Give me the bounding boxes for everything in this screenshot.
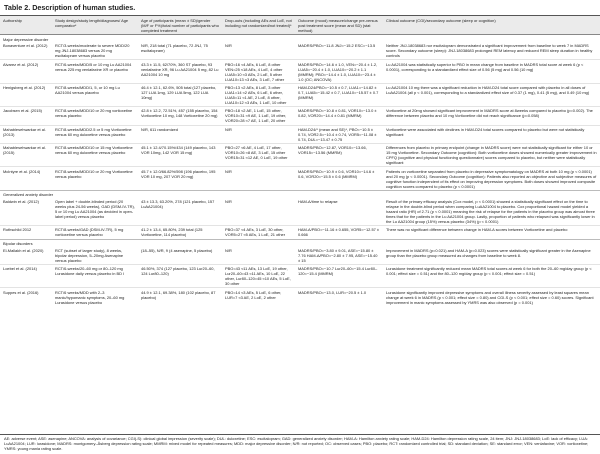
table-cell: 43.3 ± 11.5, 62/70%, 360 ST placebo, 93 venlafaxine XR, 96 Lu AA21004 5 mg, 82 Lu AA21004 10 mg bbox=[138, 60, 222, 83]
table-row bbox=[0, 247, 600, 265]
table-cell: Lurasidone significantly improved depressive symptoms and overall illness severity assessed by least squares mean change at week 6 in MADRS (p < 0.001; effect size = 0.80) and CGI-S (p < 0.001; effect size = 0.60) scores. Significant improvement in manic symptoms assessed by YMRS was also observed (p = 0.001) bbox=[383, 288, 600, 306]
column-header: Drop-outs (including AEs and LoE, not including not randomized/not treated)* bbox=[222, 16, 295, 35]
table-row bbox=[0, 167, 600, 190]
column-header: Outcome (mood) measure/change pre-versus post treatment score (mean and SD) (stat method) bbox=[295, 16, 383, 35]
table-cell: Open label + double-blinded period (20 weeks plus 24-56 weeks), GAD (DSM-IV-TR), 5 or 10 mg Lu AA21004 (as decided in open-label period) versus placebo bbox=[55, 199, 135, 219]
table-cell: PBO=43 ≈11 AEs, 13 LoE, 19 other, Lur20–60=43 ≈11 AEs, 10 LoE, 22 other, Lur80–120=45 ≈10 AEs, 5 LoE, 30 other bbox=[222, 265, 295, 288]
table-cell: 42.8 ± 12.2, 72.51%, 457 (155 placebo, 154 Vortioxetine 10 mg, 148 Vortioxetine 20 mg) bbox=[138, 107, 222, 125]
table-header bbox=[0, 16, 600, 35]
table-row bbox=[0, 125, 600, 143]
column-header: Clinical outcome (CGI)/secondary outcome (sleep or cognition) bbox=[383, 16, 600, 35]
table-cell: HAM-A/PBO=−11.16 ± 0.655, VOR5=−12.57 ± 0.666 bbox=[295, 226, 383, 239]
table-cell: MADRS/PBO=−10.9 ± 0.6, VOR10=−14.6 ± 0.6, VOR20=−15.5 ± 0.6 (MMRM) bbox=[295, 167, 383, 190]
section-row bbox=[0, 239, 600, 247]
table-cell: RCT/8-weeks/MDD/10 or 15 mg Vortioxetine versus 60 mg duloxetine versus placebo bbox=[52, 143, 138, 166]
table-cell: RCT (subset of larger study), 8 weeks, bipolar depression, 5–20mg Asenapine versus placebo bbox=[55, 247, 124, 263]
table-cell: Lurasidone treatment significantly reduced mean MADRS total scores at week 6 for both the 20–60 mg/day group (p < 0.001; effect size = 0.51) and the 80–120 mg/day group (p < 0.001; effect size = 0.51) bbox=[383, 265, 600, 288]
table-cell: Lu AA21004 10 mg there was a significant reduction in HAM-D24 total score compared with placebo in all doses of LuAA21004 (all p < 0.001), corresponding to a standardized effect size of 0.37 (1 mg), 0.41 (5 mg), and 0.49 (10 mg) bbox=[383, 83, 600, 106]
table-cell: RCT/8-weeks/MDD/2.5 or 5 mg Vortioxetine versus 60 mg duloxetine versus placebo bbox=[52, 125, 138, 143]
table-cell: N/R bbox=[225, 247, 232, 253]
table-cell: RCT/6 weeks/MDD with 2–3 manic/hypomanic symptoms, 20–60 mg Lurasidone versus placebo bbox=[52, 288, 138, 306]
table-cell: PBO=18 ≈2 AE, 1 LoE, 15 other, VOR10=31 ≈9 AE, 1 LoE, 19 other, VOR20=28 ≈7 AE, 1 LoE, 20 other bbox=[222, 107, 295, 125]
bottom-rule bbox=[0, 434, 600, 435]
table-cell: HAM-D24/* (mean and SE)*, PBO=−10.5 ± 0.74, VOR2.5=−10.4 ± 0.74, VOR5=−11.08 ± 0.74, DUL=−13.47 ± 0.75 bbox=[295, 125, 383, 143]
table-cell: Neither JNJ-18038683 nor escitalopram demonstrated a significant improvement from baseline to week 7 in MADRS score. Secondary outcome (sleep): JNJ-18038683 prolonged REM latency and reduced REM sleep duration in healthy controls bbox=[386, 43, 593, 59]
table-cell: MADRS/PBO=−10.7 Lur20–60=−15.4 Lur80–120=−15.4 (MMRM) bbox=[295, 265, 383, 288]
table-title: Table 2. Description of human studies. bbox=[4, 3, 136, 12]
table-cell: There was no significant difference between change in HAM-A scores between Vortioxetine and placebo bbox=[383, 226, 600, 239]
table-cell: Mahablesehwarkar et al. (2013) bbox=[0, 125, 52, 143]
table-cell: N/R bbox=[222, 167, 295, 190]
table-cell: MADRS/PBO=−3.80 ± 9.01, ASE=−15.80 ± 7.76 HAM-A/PBO=−2.80 ± 7.95, ASE=−15.40 ± 15 bbox=[298, 247, 378, 263]
table-cell: 43 ± 13.3, 63.20%, 278 (121 placebo, 157 LuAA21004) bbox=[141, 199, 215, 209]
table-cell: PBO=14 ≈3 AEs, 5 LoE, 6 other, LUR=7 ≈3 AE, 2 LoE, 2 other bbox=[222, 288, 295, 306]
table-cell: Jacobsen et al. (2015) bbox=[0, 107, 52, 125]
table-cell: MADRS/PBO=−11.8 JNJ=−15.2 ESC=−13.5 bbox=[298, 43, 376, 49]
table-cell: Vortioxetine at 20mg showed significant improvement in MADRS score at 8weeks compared to placebo (p=0.002). The difference between placebo and 10 mg Vortioxetine did not reach significance (p=0.058) bbox=[383, 107, 600, 125]
table-cell: PBO=27 ≈6 AE, 4 LoE, 17 other, VOR10=26 ≈8 AE, 3 LoE, 15 other VOR15=31 ≈12 AE, 0 LoE, 19 other bbox=[222, 143, 295, 166]
table-cell: Patients on vortioxetine separated from placebo in depressive symptomatology on MADRS at both 10 mg (p < 0.0001) and 20 mg (p < 0.0001). Secondary Outcome (cognition): Patients also reported an objective and subjective measures of cognitive function independent of its effect on improving depression symptoms. Both doses showed improved composite cognition scores compared to placebo (p < 0.0001) bbox=[383, 167, 600, 190]
section-heading: Generalized anxiety disorder bbox=[0, 190, 600, 198]
table-row bbox=[0, 288, 600, 306]
header-row bbox=[0, 16, 600, 35]
table-cell: N/R bbox=[225, 199, 232, 204]
table-cell: Alvarez et al. (2012) bbox=[0, 60, 52, 83]
table-cell: HAM-D24/PBO=−10.5 ± 0.7, LUA1=−14.82 ± 0.7, LUA5=−15.42 ± 0.7, LUA10=−15.57 ± 0.7 (MMRM) bbox=[295, 83, 383, 106]
table-cell: N/R, 611 randomized bbox=[138, 125, 222, 143]
table-cell: PBO=16 ≈4 AEs, 6 LoE, 8 other VEN=25 ≈18 AEs, 4 LoE, 4 other LUA5=10 ≈3 AEs, 2 LoE, 5 other LUA10=13 ≈3 AEs, 3 LoE, 7 other bbox=[222, 60, 295, 83]
table-cell: MADRS/PBO=−14.6 ± 1.0, VEN=−20.4 ± 1.2, LUA5=−20.4 ± 1.0, LUA10=−20.2 ± 1.1 (MMRM); PBO=−14.4 ± 1.0, LUA10=−23.4 ± 1.0 (OC; ANCOVA) bbox=[295, 60, 383, 83]
table-row bbox=[0, 143, 600, 166]
table-row bbox=[0, 83, 600, 106]
table-cell: El-Mallakh et al. (2020) bbox=[3, 247, 44, 253]
table-cell: RCT/8-weeks/MDD/10 or 20 mg Vortioxetine versus placebo bbox=[52, 167, 138, 190]
table-cell: PBO=13 ≈2 AEs, 8 LoE, 3 other LUA1=14 ≈2 AEs, 6 LoE, 6 other, LUA5=11 ≈1 AE, 2 LoE, 8 other, LUA10=12 ≈3 AEs, 1 LoE, 10 other bbox=[222, 83, 295, 106]
table-cell: MADRS/PBO=−12.87, VOR10=−13.66, VOR15=−13.56 (MMRM) bbox=[295, 143, 383, 166]
table-cell: HAM-A/time to relapse bbox=[298, 199, 338, 204]
table-cell: 44.9 ± 12.1, 69.38%, 180 (102 placebo, 87 placebo) bbox=[138, 288, 222, 306]
table-row bbox=[0, 226, 600, 239]
table-cell: MADRS/PBO=−13.0, LUR=−20.5 ± 1.0 bbox=[295, 288, 383, 306]
table-cell: Mahablesehwarkar et al. (2015) bbox=[0, 143, 52, 166]
table-cell: RCT/3-weeks/moderate to severe MDD/20 mg JNJ-18038683 versus 20 mg escitalopram versus placebo bbox=[55, 43, 130, 59]
table-cell: 41.2 ± 13.4, 65.80%, 239 total (125 Vortioxetine, 114 placebo) bbox=[138, 226, 222, 239]
section-row bbox=[0, 35, 600, 43]
table-cell: RCT/8-weeks/MDD/1, 5, or 10 mg Lu AA21004 versus placebo bbox=[52, 83, 138, 106]
table-cell: (18–55), N/R, 9 (4 asenapine, 5 placebo) bbox=[141, 247, 213, 253]
table-cell: Suppes et al. (2016) bbox=[0, 288, 52, 306]
table-cell: Henigsberg et al. (2012) bbox=[0, 83, 52, 106]
table-row bbox=[0, 265, 600, 288]
table-cell: Vortioxetine were associated with declines in HAM-D24 total scores compared to placebo but were not statistically significant bbox=[383, 125, 600, 143]
section-heading: Bipolar disorders bbox=[0, 239, 600, 247]
studies-table bbox=[0, 16, 600, 306]
table-cell: 45.7 ± 12.0/66.82%/598 (196 placebo, 195 VOR 10 mg, 207 VOR 20 mg) bbox=[138, 167, 222, 190]
table-cell: RCT/8-weeks/GAD (DSM-IV-TR), 5 mg vortioxetine versus placebo bbox=[52, 226, 138, 239]
table-cell: McIntyre et al. (2014) bbox=[0, 167, 52, 190]
table-cell: Lu AA21004 was statistically superior to PBO in mean change from baseline in MADRS total score at week 6 (p < 0.0001), corresponding to a standardized effect size of 0.56 (5 mg) and 0.56 (10 mg) bbox=[383, 60, 600, 83]
table-cell: Rothschild 2012 bbox=[0, 226, 52, 239]
table-cell: 46.4 ± 12.1, 62.6%, 505 total (127 placebo, 127 LUA 1mg, 129 LUA 5mg, 122 LUA 10mg) bbox=[138, 83, 222, 106]
table-cell: N/R bbox=[222, 125, 295, 143]
column-header: Study design/study length/diagnoses/ Age comparator* bbox=[52, 16, 138, 35]
table-cell: Baldwin et al. (2012) bbox=[3, 199, 39, 204]
table-cell: 46.50%, 374 (127 placebo, 123 Lur20–60, 124 Lur80–120) bbox=[138, 265, 222, 288]
table-cell: Bonaventure et al. (2012) bbox=[3, 43, 48, 49]
table-footnote: AE: adverse event; ASE: asenapine; ANCOVA: analysis of covariance; CGI(-S): clinical global impression (severity scale); DUL: duloxetine; ESC: escitalopram; GAD: generalized anxiety disorder; HAM-A: Hamilton anxiety rating scale; HAM-D24: Hamilton depression rating scale, 24 item; JNJ: JNJ-18038683; LoE: lack of efficacy; LUA: LuAA21004; LUR: lurasidone; MADRS: montgomery–Åsberg depression rating scale; MMRM: mixed model for repeated measures; MDD: major depressive disorder; N/R: not reported; OC: observed cases; PBO: placebo; RCT: randomized controlled trial; SD: standard deviation; SE: standard error; VEN: venlafaxine; VOR: vortioxetine; YMRS: young mania rating scale. bbox=[4, 436, 589, 451]
table-cell: RCT/8-weeks/MDD/10 or 20 mg vortioxetine versus placebo bbox=[52, 107, 138, 125]
table-cell: Improvement in MADRS (p=0.021) and HAM-A (p=0.023) scores were statistically significant greater in the Asenapine group than the placebo group measured as changes from baseline to week 8. bbox=[386, 247, 591, 258]
column-header: Authorship bbox=[0, 16, 52, 35]
table-body bbox=[0, 35, 600, 306]
table-row bbox=[0, 107, 600, 125]
table-cell: Result of the primary efficacy analysis (Cox model, p < 0.0001) showed a statistically significant effect on the time to relapse in the double-blind period when comparing LuAA21004 to placebo. Cox proportional hazard model yielded a hazard ratio (HR) of 2.71 (p < 0.0001) meaning the risk of relapse for the patients in the placebo group was almost three times that for the patients in the Lu AA21004 group. Lastly, proportion of patients who relapsed was significantly lower in the Lu AA21004 group (15%) versus placebo (34%) (p < 0.0001) bbox=[386, 199, 595, 224]
table-cell: RCT/6-weeks/20–60 mg or 80–120 mg Lurasidone daily versus placebo in BD I bbox=[52, 265, 138, 288]
table-cell: RCT/6-weeks/MDD/5 or 10 mg Lu AA21004 versus 225 mg venlafaxine XR or placebo bbox=[52, 60, 138, 83]
table-cell: Differences from placebo in primary endpoint (change in MADRS score) were not statistically significant for either 10 or 15 mg Vortioxetine. Secondary Outcome (cognition): Both vortioxetine doses showed numerically greater improvement in CPFQ (cognitive and physical functioning questionnaire) scores compared to placebo, but neither were statistically significant bbox=[383, 143, 600, 166]
table-row bbox=[0, 60, 600, 83]
table-cell: Loebel et al. (2014) bbox=[0, 265, 52, 288]
table-row bbox=[0, 198, 600, 226]
table-row bbox=[0, 42, 600, 60]
table-cell: PBO=37 ≈4 AEs, 3 LoE, 30 other, VOR5=27 ≈5 AEs, 1 LoE, 21 other bbox=[222, 226, 295, 239]
table-cell: MADRS/PBO=−10.8 ± 0.81, VOR10=−13.0 ± 0.82, VOR20=−14.4 ± 0.81 (MMRM) bbox=[295, 107, 383, 125]
section-row bbox=[0, 190, 600, 198]
section-heading: Major depressive disorder bbox=[0, 35, 600, 43]
table-cell: N/R bbox=[225, 43, 232, 49]
table-cell: N/R, 218 total (71 placebo, 72 JNJ, 75 escitalopram) bbox=[141, 43, 208, 54]
column-header: Age of participants (mean ± SD)/gender (M/F or F%)/total number of participants who completed treatment bbox=[138, 16, 222, 35]
table-cell: 45.1 ± 12.4/70.15%/434 (149 placebo, 143 VOR 10mg, 142 VOR 15 mg) bbox=[138, 143, 222, 166]
